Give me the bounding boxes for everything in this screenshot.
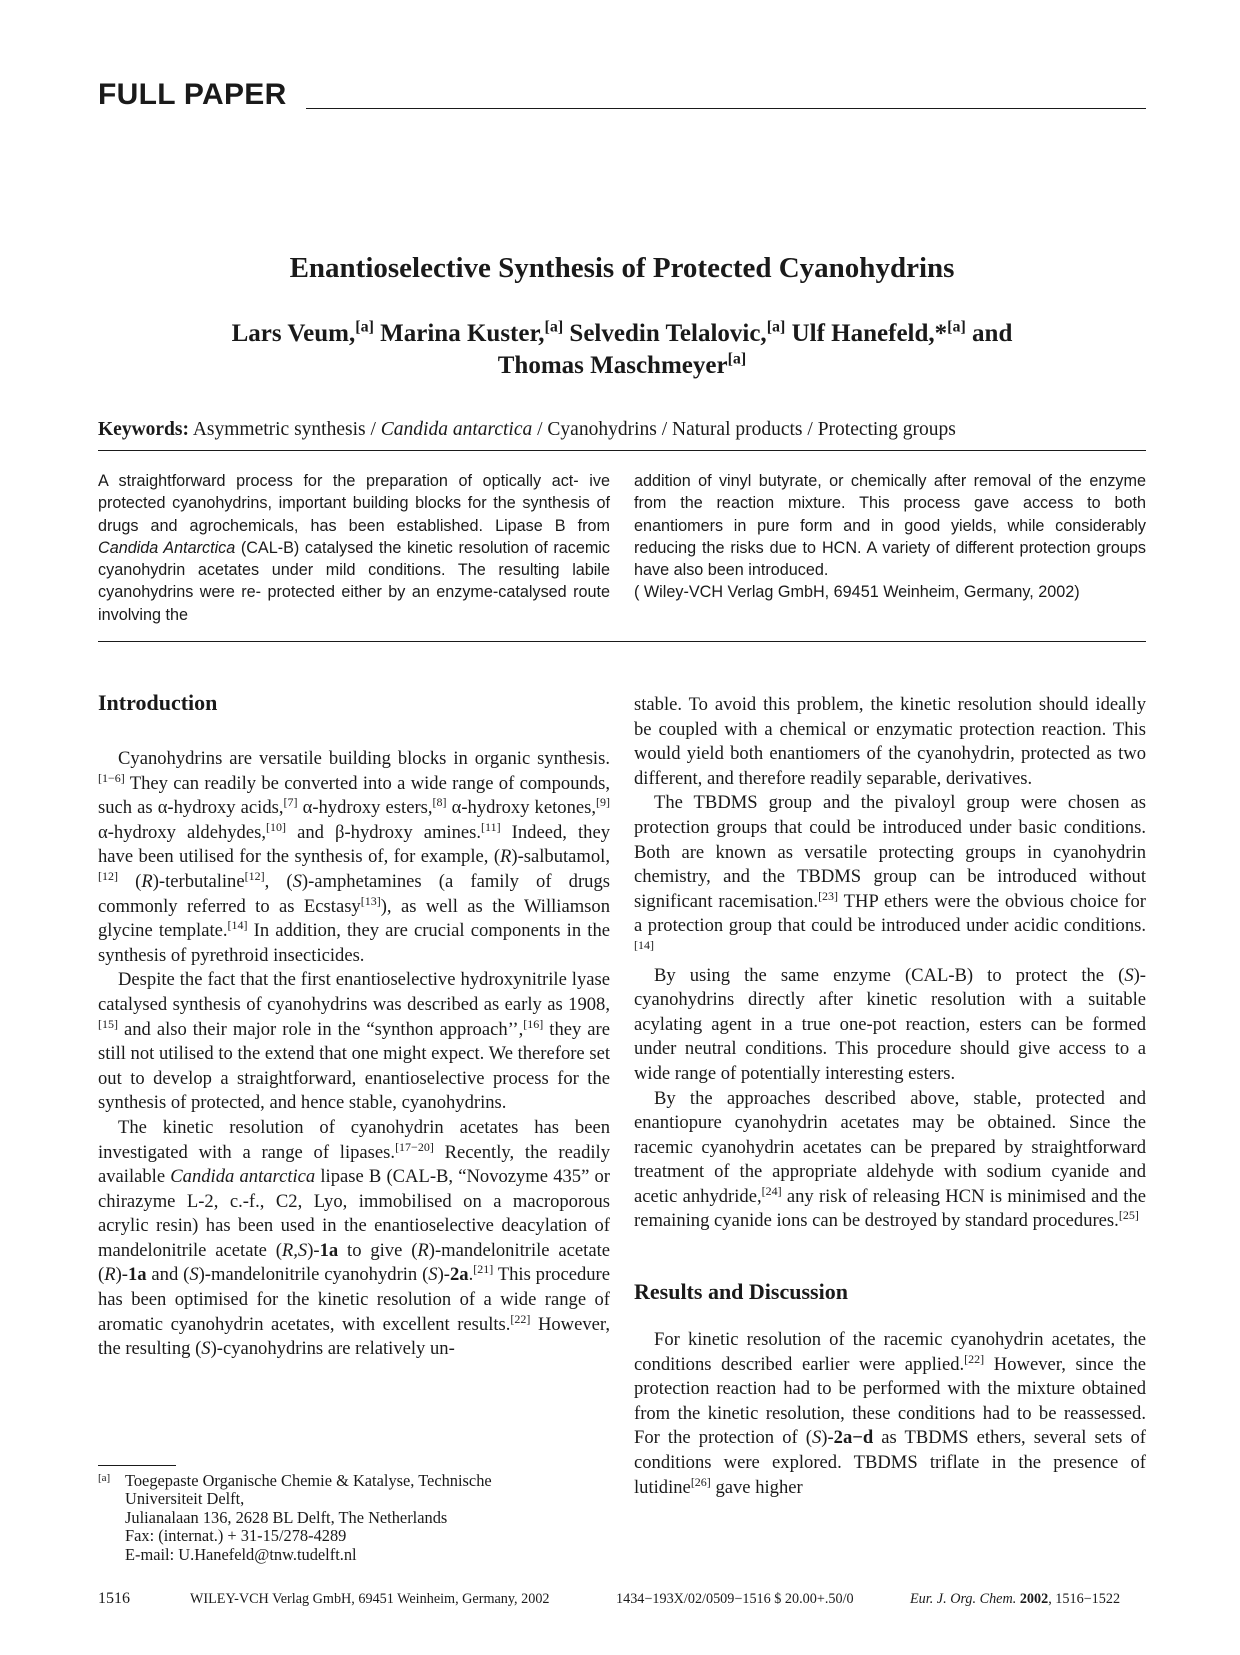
- keyword: Cyanohydrins: [547, 419, 657, 440]
- citation: [8]: [432, 795, 447, 809]
- paragraph: [634, 1328, 1146, 1500]
- text: )-cyanohydrins are relatively un-: [210, 1338, 455, 1360]
- text: gave higher: [710, 1476, 803, 1498]
- text: α-hydroxy aldehydes,: [98, 821, 266, 843]
- paragraph: [98, 968, 610, 1116]
- author-name: Thomas Maschmeyer: [497, 352, 728, 379]
- stereo-descriptor: R: [141, 870, 153, 892]
- citation: [12]: [98, 868, 118, 883]
- keyword: Natural products: [672, 419, 803, 440]
- paragraph: [98, 1116, 610, 1362]
- abstract-line: protected either by an enzyme-catalysed route involving the: [98, 583, 610, 624]
- text: In addition, they are crucial components in the synthesis of pyrethroid insecticides.: [98, 920, 610, 966]
- paper-title: Enantioselective Synthesis of Protected Cyanohydrins: [289, 252, 955, 284]
- citation: [22]: [510, 1311, 531, 1326]
- citation: [16]: [523, 1016, 544, 1031]
- abstract-line: synthesis of drugs and agrochemicals, has been established.: [98, 494, 610, 535]
- text: lipase B (CAL-B, “Novozyme 435” or chirazyme L-2, c.-f., C2, Lyo, immobilised on a macroporous acrylic resin) has been used in the enantioselective deacylation of mandelonitrile acetate (: [98, 1166, 610, 1261]
- text: α-hydroxy ketones,: [446, 797, 597, 819]
- text: However, since the protection reaction had to be performed with the mixture obtained from the kinetic resolution, these conditions had to be reassessed. For the protection of (: [634, 1353, 1146, 1449]
- text: They can readily be converted into a wide range of compounds, such as α-hydroxy acids,: [98, 772, 610, 819]
- stereo-descriptor: S: [428, 1264, 438, 1286]
- text: By using the same enzyme (CAL-B) to protect the (: [654, 964, 1125, 986]
- citation: [24]: [761, 1183, 782, 1198]
- keywords-label: Keywords:: [98, 419, 189, 440]
- stereo-descriptor: R,S: [281, 1239, 308, 1261]
- citation: [22]: [964, 1351, 985, 1366]
- author-line-1: [98, 318, 1146, 350]
- text: ), as well as the Williamson glycine template.: [98, 895, 610, 942]
- text: Indeed, they have been utilised for the synthesis of, for example, (: [98, 821, 611, 868]
- citation: [13]: [360, 893, 381, 908]
- author-conjunction: and: [972, 320, 1013, 347]
- author-name: Selvedin Telalovic,: [569, 320, 767, 347]
- citation: [26]: [690, 1474, 711, 1489]
- compound-number: 1a: [319, 1239, 339, 1261]
- abstract-text: addition of vinyl butyrate, or chemically after removal of the enzyme from the reaction mixture. This process gave access to both enantiomers in pure form and in good yields, while considerably reducing the risks due to HCN. A variety of different protection groups have also been introduced.: [634, 472, 1146, 580]
- abstract-top-rule: [98, 450, 1146, 451]
- abstract-left-column: [98, 470, 610, 626]
- footer-journal: Eur. J. Org. Chem.: [910, 1591, 1017, 1607]
- keyword: Candida antarctica: [380, 419, 533, 440]
- abstract-line: mild conditions. The resulting labile cyanohydrins were re-: [98, 561, 610, 602]
- stereo-descriptor: R: [500, 846, 512, 868]
- citation: [14]: [227, 917, 248, 932]
- text: )-salbutamol,: [511, 846, 610, 868]
- citation: [14]: [634, 937, 654, 952]
- section-heading-introduction: Introduction: [98, 690, 218, 715]
- citation: [21]: [473, 1262, 494, 1277]
- text: )-: [115, 1264, 128, 1286]
- footer-pages: , 1516−1522: [1048, 1591, 1121, 1607]
- footnote-line: Toegepaste Organische Chemie & Katalyse, Technische: [125, 1471, 492, 1490]
- text: Despite the fact that the first enantioselective hydroxynitrile lyase catalysed synthesis of cyanohydrins was described as early as 1908,: [98, 969, 610, 1015]
- compound-number: 1a: [127, 1264, 147, 1286]
- citation: [12]: [244, 868, 265, 883]
- stereo-descriptor: S: [811, 1427, 822, 1449]
- text: .: [468, 1264, 474, 1286]
- text: )-amphetamines (a family of drugs commonly referred to as Ecstasy: [98, 870, 610, 917]
- paragraph: [634, 791, 1146, 963]
- footer-year: 2002: [1019, 1591, 1049, 1607]
- footer-code: 1434−193X/02/0509−1516 $ 20.00+.50/0: [616, 1591, 854, 1607]
- text: and β-hydroxy amines.: [286, 821, 482, 843]
- footer-citation: [910, 1590, 1120, 1608]
- author-name: Marina Kuster,: [380, 320, 545, 347]
- footnote-mark: [a]: [98, 1472, 111, 1484]
- text: For kinetic resolution of the racemic cyanohydrin acetates, the conditions described earlier were applied.: [634, 1329, 1146, 1375]
- footnote-line: Julianalaan 136, 2628 BL Delft, The Netherlands: [125, 1507, 448, 1527]
- text: they are still not utilised to the extend that one might expect. We therefore set out to develop a straightforward, enantioselective process for the synthesis of protected, and hence stable, cyanohydrins.: [98, 1018, 610, 1114]
- paragraph: [634, 1087, 1146, 1235]
- text: )-mandelonitrile acetate (: [98, 1239, 610, 1286]
- page-number: 1516: [98, 1590, 130, 1607]
- text: (: [118, 870, 142, 892]
- footnote-line: E-mail: U.Hanefeld@tnw.tudelft.nl: [125, 1544, 357, 1564]
- keyword-separator: /: [365, 419, 381, 440]
- keyword-separator: /: [802, 419, 818, 440]
- text: and (: [146, 1264, 190, 1286]
- abstract-line: ive protected cyanohydrins, important building blocks for the: [98, 472, 610, 513]
- abstract-text: [98, 470, 610, 626]
- text: By the approaches described above, stable, protected and enantiopure cyanohydrin acetates may be obtained. Since the racemic cyanohydrin acetates can be prepared by straightforward treatment of the appropriate aldehyde with sodium cyanide and acetic anhydride,: [634, 1087, 1146, 1207]
- section-heading-results: Results and Discussion: [634, 1279, 848, 1305]
- citation: [25]: [1118, 1208, 1139, 1223]
- affiliation-footnote: [98, 1472, 610, 1564]
- author-affiliation: [a]: [727, 350, 747, 368]
- stereo-descriptor: R: [417, 1239, 429, 1261]
- author-name: Lars Veum,: [231, 320, 356, 347]
- text: This procedure has been optimised for the kinetic resolution of a wide range of aromatic cyanohydrin acetates, with excellent results.: [98, 1264, 610, 1335]
- citation: [10]: [266, 819, 286, 834]
- abstract-line: kinetic resolution of racemic cyanohydrin acetates under: [98, 538, 610, 580]
- stereo-descriptor: S: [292, 870, 302, 892]
- text: α-hydroxy esters,: [297, 797, 433, 819]
- stereo-descriptor: S: [201, 1338, 211, 1360]
- species-name: Candida antarctica: [170, 1166, 316, 1188]
- author-affiliation: [a]: [947, 318, 966, 336]
- keywords: [98, 418, 1146, 442]
- author-line-2: [98, 350, 1146, 382]
- text: )-terbutaline: [152, 870, 245, 892]
- paragraph: [98, 747, 610, 968]
- text: Cyanohydrins are versatile building blocks in organic synthesis.: [118, 748, 610, 769]
- paragraph: stable. To avoid this problem, the kinetic resolution should ideally be coupled with a chemical or enzymatic protection reaction. This would yield both enantiomers of the cyanohydrin, protected as two different, and therefore readily separable, derivatives.: [634, 694, 1146, 789]
- citation: [11]: [481, 819, 501, 834]
- text: )-: [437, 1264, 450, 1286]
- text: THP ethers were the obvious choice for a protection group that could be introduced under acidic conditions.: [634, 890, 1146, 937]
- abstract-line: A straightforward process for the preparation of optically act-: [98, 472, 579, 490]
- stereo-descriptor: S: [1124, 964, 1134, 986]
- author-name: Ulf Hanefeld,*: [791, 320, 948, 347]
- keyword-separator: /: [532, 419, 548, 440]
- compound-number: 2a−d: [833, 1427, 874, 1449]
- citation: [9]: [596, 795, 611, 809]
- keyword: Protecting groups: [817, 419, 956, 440]
- text: )-mandelonitrile cyanohydrin (: [198, 1264, 429, 1286]
- footer-publisher: WILEY-VCH Verlag GmbH, 69451 Weinheim, Germany, 2002: [190, 1591, 550, 1607]
- keyword-separator: /: [656, 419, 673, 440]
- citation: [15]: [98, 1016, 118, 1031]
- text: )-: [821, 1427, 834, 1449]
- text: )-cyanohydrins directly after kinetic resolution with a suitable acylating agent in a true one-pot reaction, esters can be formed under neutral conditions. This procedure should give access to a wide range of potentially interesting esters.: [634, 964, 1146, 1084]
- stereo-descriptor: S: [189, 1264, 199, 1286]
- text: The TBDMS group and the pivaloyl group were chosen as protection groups that could be introduced under basic conditions. Both are known as versatile protecting groups in cyanohydrin chemistry, and the TBDMS group can be introduced without significant racemisation.: [634, 792, 1146, 912]
- text: as TBDMS ethers, several sets of conditions were explored. TBDMS triflate in the presence of lutidine: [634, 1427, 1146, 1498]
- footnote-line: Fax: (internat.) + 31-15/278-4289: [125, 1526, 347, 1546]
- citation: [1−6]: [98, 770, 125, 785]
- text: Recently, the readily available: [98, 1141, 611, 1188]
- abstract-bottom-rule: [98, 641, 1146, 642]
- footnote-body: [125, 1472, 610, 1564]
- abstract-copyright: ( Wiley-VCH Verlag GmbH, 69451 Weinheim, Germany, 2002): [634, 583, 1080, 602]
- text: )-: [307, 1239, 320, 1261]
- running-header: [98, 78, 1146, 112]
- abstract-line: Lipase B from: [495, 516, 610, 535]
- header-label: FULL PAPER: [98, 78, 287, 111]
- author-affiliation: [a]: [766, 318, 786, 336]
- abstract-species-name: Candida Antarctica: [98, 538, 236, 557]
- author-affiliation: [a]: [355, 318, 374, 336]
- text: However, the resulting (: [98, 1313, 610, 1360]
- citation: [17−20]: [395, 1139, 434, 1154]
- body-left-column: [98, 689, 610, 1362]
- stereo-descriptor: R: [104, 1264, 116, 1286]
- citation: [23]: [818, 888, 839, 903]
- footnote-line: Universiteit Delft,: [125, 1489, 245, 1509]
- header-rule: [306, 108, 1146, 109]
- paragraph: [634, 964, 1146, 1087]
- text: and also their major role in the “synthon approach’’,: [118, 1018, 524, 1040]
- abstract-right-column: [634, 470, 1146, 604]
- text: The kinetic resolution of cyanohydrin acetates has been investigated with a range of lipases.: [98, 1116, 610, 1163]
- body-right-column: [634, 693, 1146, 1500]
- abstract-line: (CAL-B) catalysed the: [235, 538, 402, 557]
- citation: [7]: [283, 795, 298, 809]
- keyword: Asymmetric synthesis: [192, 419, 366, 440]
- text: , (: [264, 870, 293, 892]
- compound-number: 2a: [449, 1264, 469, 1286]
- author-list: [98, 318, 1146, 382]
- text: to give (: [338, 1239, 418, 1261]
- author-affiliation: [a]: [544, 318, 564, 336]
- text: any risk of releasing HCN is minimised and the remaining cyanide ions can be destroyed by standard procedures.: [634, 1185, 1146, 1232]
- footnote-rule: [98, 1465, 176, 1466]
